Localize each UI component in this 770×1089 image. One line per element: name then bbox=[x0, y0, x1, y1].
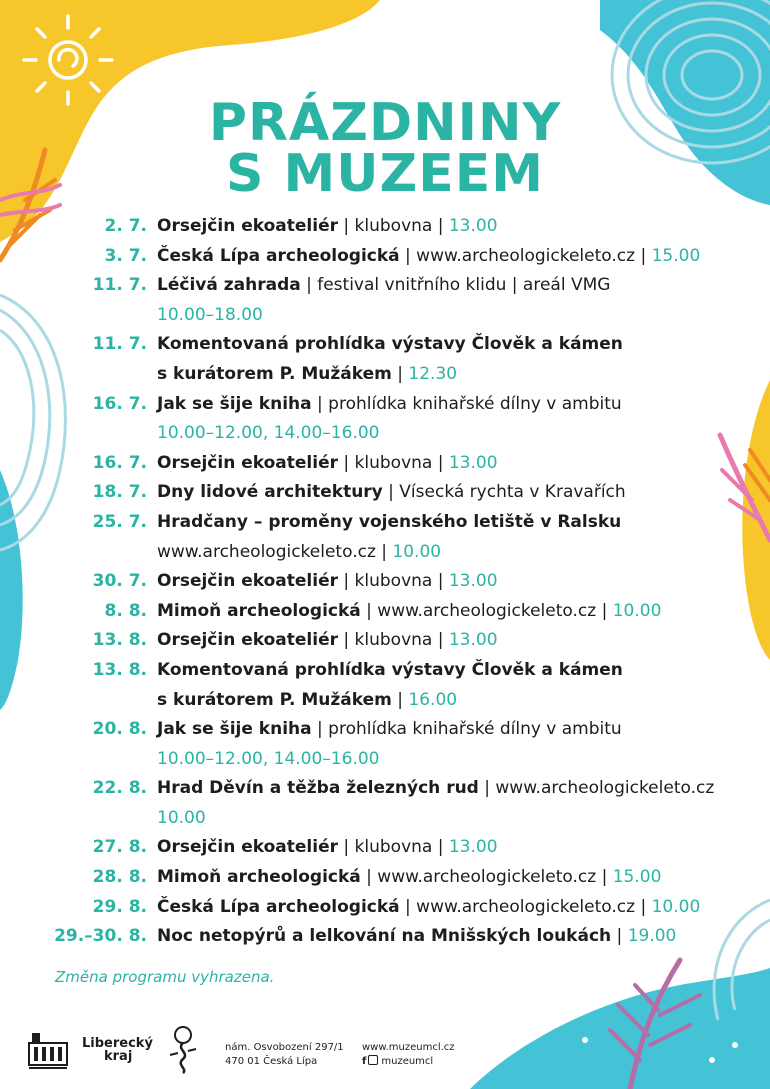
event-time: 19.00 bbox=[627, 926, 677, 947]
event-title: Orsejčin ekoateliér bbox=[157, 452, 338, 473]
event-time: 13.00 bbox=[448, 837, 498, 858]
event-line bbox=[0, 804, 770, 834]
event-date: 11. 7. bbox=[92, 334, 147, 355]
event-line bbox=[0, 833, 770, 863]
event-time: 10.00–12.00, 14.00–16.00 bbox=[157, 423, 380, 444]
event-detail: | bbox=[611, 926, 628, 947]
event-description bbox=[157, 597, 661, 627]
event-description bbox=[157, 715, 622, 745]
event-title: Komentovaná prohlídka výstavy Člověk a kámen bbox=[157, 659, 623, 680]
event-detail: | klubovna | bbox=[338, 837, 449, 858]
event-detail: | bbox=[391, 363, 409, 384]
address: nám. Osvobození 297/1 470 01 Česká Lípa bbox=[225, 1042, 344, 1067]
event-date: 18. 7. bbox=[92, 482, 147, 503]
event-description bbox=[157, 656, 623, 686]
event-description bbox=[157, 301, 263, 331]
event-description bbox=[157, 804, 206, 834]
event-date: 8. 8. bbox=[104, 600, 147, 621]
event-date: 13. 8. bbox=[92, 630, 147, 651]
event-line bbox=[0, 360, 770, 390]
web-contact bbox=[362, 1041, 455, 1069]
event-title: Hradčany – proměny vojenského letiště v Ralsku bbox=[157, 511, 622, 532]
event-title: Orsejčin ekoateliér bbox=[157, 216, 338, 236]
event-description bbox=[157, 922, 676, 952]
event-detail: | klubovna | bbox=[338, 216, 449, 236]
event-title: s kurátorem P. Mužákem bbox=[157, 689, 392, 710]
event-detail: | www.archeologickeleto.cz | bbox=[399, 896, 652, 917]
event-line bbox=[0, 538, 770, 568]
event-date: 2. 7. bbox=[104, 216, 147, 236]
event-date: 28. 8. bbox=[92, 867, 147, 888]
event-time: 15.00 bbox=[651, 245, 701, 266]
title-line-2: S MUZEEM bbox=[225, 144, 545, 204]
event-description bbox=[157, 567, 498, 597]
event-title: Mimoň archeologická bbox=[157, 867, 361, 888]
event-time: 10.00 bbox=[651, 896, 701, 917]
museum-logo-icon bbox=[28, 1029, 68, 1075]
partner-logo-icon bbox=[166, 1025, 200, 1075]
event-detail: | Vísecká rychta v Kravařích bbox=[382, 482, 626, 503]
event-detail: | klubovna | bbox=[338, 571, 449, 592]
event-time: 10.00–12.00, 14.00–16.00 bbox=[157, 748, 380, 769]
event-date: 22. 8. bbox=[92, 778, 147, 799]
event-time: 10.00 bbox=[612, 600, 662, 621]
event-time: 16.00 bbox=[408, 689, 458, 710]
event-line bbox=[0, 390, 770, 420]
event-title: Noc netopýrů a lelkování na Mnišských loukách bbox=[157, 926, 612, 947]
event-time: 13.00 bbox=[448, 571, 498, 592]
social-handle[interactable]: f muzeumcl bbox=[362, 1056, 434, 1067]
event-date: 13. 8. bbox=[92, 659, 147, 680]
event-line bbox=[0, 597, 770, 627]
footer bbox=[0, 1025, 770, 1080]
facebook-icon: f bbox=[362, 1056, 367, 1067]
event-list bbox=[0, 212, 770, 952]
event-time: 10.00–18.00 bbox=[157, 304, 263, 325]
event-line bbox=[0, 212, 770, 242]
event-title: s kurátorem P. Mužákem bbox=[157, 363, 392, 384]
event-line bbox=[0, 419, 770, 449]
event-date: 27. 8. bbox=[92, 837, 147, 858]
event-title: Hrad Děvín a těžba železných rud bbox=[157, 778, 479, 799]
event-time: 13.00 bbox=[448, 630, 498, 651]
event-detail: | prohlídka knihařské dílny v ambitu bbox=[311, 393, 622, 414]
event-line bbox=[0, 715, 770, 745]
event-time: 10.00 bbox=[157, 807, 206, 828]
event-line bbox=[0, 774, 770, 804]
event-title: Jak se šije kniha bbox=[157, 393, 312, 414]
event-line bbox=[0, 567, 770, 597]
event-description bbox=[157, 626, 498, 656]
event-line bbox=[0, 863, 770, 893]
event-line bbox=[0, 271, 770, 301]
event-title: Komentovaná prohlídka výstavy Člověk a kámen bbox=[157, 334, 623, 355]
event-title: Mimoň archeologická bbox=[157, 600, 361, 621]
event-description bbox=[157, 538, 441, 568]
event-date: 25. 7. bbox=[92, 511, 147, 532]
website-link[interactable]: www.muzeumcl.cz bbox=[362, 1042, 455, 1053]
event-title: Česká Lípa archeologická bbox=[157, 896, 400, 917]
event-detail: | www.archeologickeleto.cz | bbox=[399, 245, 652, 266]
event-date: 30. 7. bbox=[92, 571, 147, 592]
event-description bbox=[157, 390, 622, 420]
event-title: Léčivá zahrada bbox=[157, 275, 301, 296]
event-description bbox=[157, 508, 621, 538]
event-detail: | www.archeologickeleto.cz bbox=[478, 778, 715, 799]
event-line bbox=[0, 508, 770, 538]
event-line bbox=[0, 330, 770, 360]
event-line bbox=[0, 478, 770, 508]
event-description bbox=[157, 478, 626, 508]
event-description bbox=[157, 271, 610, 301]
event-description bbox=[157, 242, 700, 272]
event-description bbox=[157, 686, 457, 716]
event-date: 3. 7. bbox=[104, 245, 147, 266]
event-detail: | prohlídka knihařské dílny v ambitu bbox=[311, 719, 622, 740]
event-detail: www.archeologickeleto.cz | bbox=[157, 541, 393, 562]
event-line bbox=[0, 656, 770, 686]
program-note: Změna programu vyhrazena. bbox=[55, 968, 275, 986]
event-detail: | bbox=[391, 689, 409, 710]
event-description bbox=[157, 745, 379, 775]
event-description bbox=[157, 330, 623, 360]
instagram-icon bbox=[368, 1055, 378, 1065]
event-line bbox=[0, 686, 770, 716]
event-time: 13.00 bbox=[448, 452, 498, 473]
event-title: Dny lidové architektury bbox=[157, 482, 383, 503]
event-time: 13.00 bbox=[448, 216, 498, 236]
event-date: 29.–30. 8. bbox=[54, 926, 147, 947]
liberecky-kraj-logo: Liberecký kraj bbox=[82, 1036, 153, 1064]
event-title: Orsejčin ekoateliér bbox=[157, 837, 338, 858]
event-title: Orsejčin ekoateliér bbox=[157, 571, 338, 592]
event-detail: | festival vnitřního klidu | areál VMG bbox=[300, 275, 611, 296]
event-date: 16. 7. bbox=[92, 393, 147, 414]
event-detail: | klubovna | bbox=[338, 452, 449, 473]
event-description bbox=[157, 419, 379, 449]
event-description bbox=[157, 893, 700, 923]
event-date: 29. 8. bbox=[92, 896, 147, 917]
event-line bbox=[0, 301, 770, 331]
event-description bbox=[157, 360, 457, 390]
event-title: Česká Lípa archeologická bbox=[157, 245, 400, 266]
event-title: Jak se šije kniha bbox=[157, 719, 312, 740]
event-line bbox=[0, 242, 770, 272]
event-detail: | klubovna | bbox=[338, 630, 449, 651]
event-time: 10.00 bbox=[392, 541, 442, 562]
event-detail: | www.archeologickeleto.cz | bbox=[360, 867, 613, 888]
title-line-1: PRÁZDNINY bbox=[208, 93, 562, 153]
event-line bbox=[0, 449, 770, 479]
event-time: 12.30 bbox=[408, 363, 458, 384]
event-line bbox=[0, 922, 770, 952]
event-date: 20. 8. bbox=[92, 719, 147, 740]
event-detail: | www.archeologickeleto.cz | bbox=[360, 600, 613, 621]
event-title: Orsejčin ekoateliér bbox=[157, 630, 338, 651]
event-description bbox=[157, 774, 714, 804]
event-line bbox=[0, 626, 770, 656]
event-description bbox=[157, 449, 498, 479]
event-description bbox=[157, 863, 661, 893]
event-line bbox=[0, 893, 770, 923]
event-description bbox=[157, 833, 498, 863]
event-time: 15.00 bbox=[612, 867, 662, 888]
event-description bbox=[157, 212, 498, 242]
event-date: 11. 7. bbox=[92, 275, 147, 296]
event-line bbox=[0, 745, 770, 775]
event-date: 16. 7. bbox=[92, 452, 147, 473]
